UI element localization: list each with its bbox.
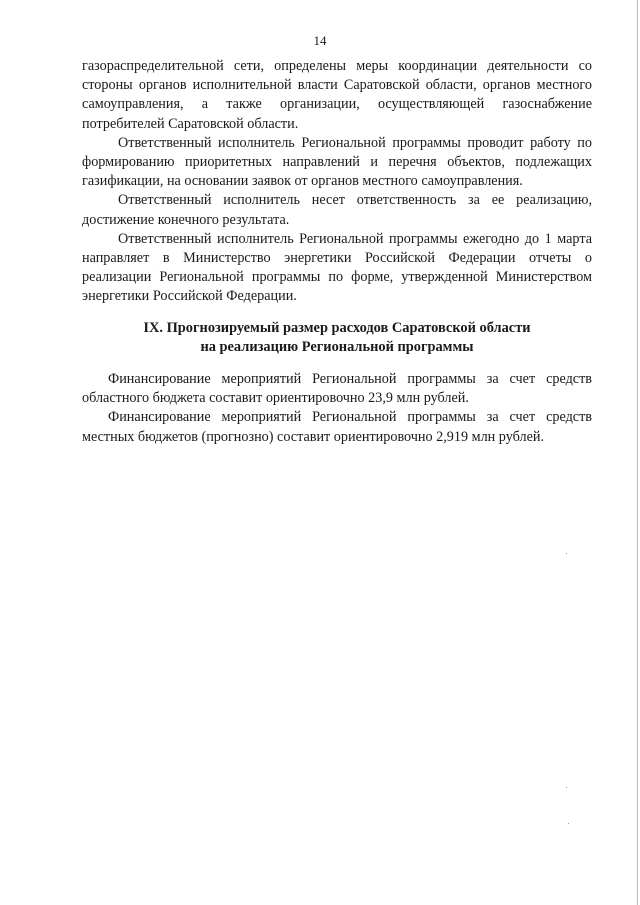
section-heading-line-2: на реализацию Региональной программы: [200, 339, 474, 355]
paragraph-responsible-work: Ответственный исполнитель Региональной программы проводит работу по формированию приоритетных направлений и перечня объектов, подлежащих газификации, на основании заявок от органов местного самоуправления.: [82, 134, 592, 190]
paragraph-local-budgets: Финансирование мероприятий Региональной программы за счет средств местных бюджетов (прогнозно) составит ориентировочно 2,919 млн рублей.: [82, 409, 592, 445]
scan-speck: [566, 787, 567, 788]
financing-text: [82, 370, 592, 447]
body-text: [82, 57, 592, 307]
scan-speck: [568, 823, 569, 824]
paragraph-responsibility: Ответственный исполнитель несет ответственность за ее реализацию, достижение конечного результата.: [82, 192, 592, 228]
section-heading-line-1: IX. Прогнозируемый размер расходов Саратовской области: [143, 320, 531, 336]
page-edge-shadow: [637, 0, 638, 905]
scan-speck: [566, 553, 567, 554]
page-number: 14: [313, 33, 327, 48]
paragraph-gas-network: газораспределительной сети, определены меры координации деятельности со стороны органов исполнительной власти Саратовской области, органов местного самоуправления, а также организации, осуществляющей газоснабжение потребителей Саратовской области.: [82, 58, 592, 132]
paragraph-regional-budget: Финансирование мероприятий Региональной программы за счет средств областного бюджета составит ориентировочно 23,9 млн рублей.: [82, 371, 592, 407]
paragraph-annual-report: Ответственный исполнитель Региональной программы ежегодно до 1 марта направляет в Министерство энергетики Российской Федерации отчеты о реализации Региональной программы по форме, утвержденной Министерством энергетики Российской Федерации.: [82, 230, 592, 305]
section-heading: [82, 319, 592, 357]
